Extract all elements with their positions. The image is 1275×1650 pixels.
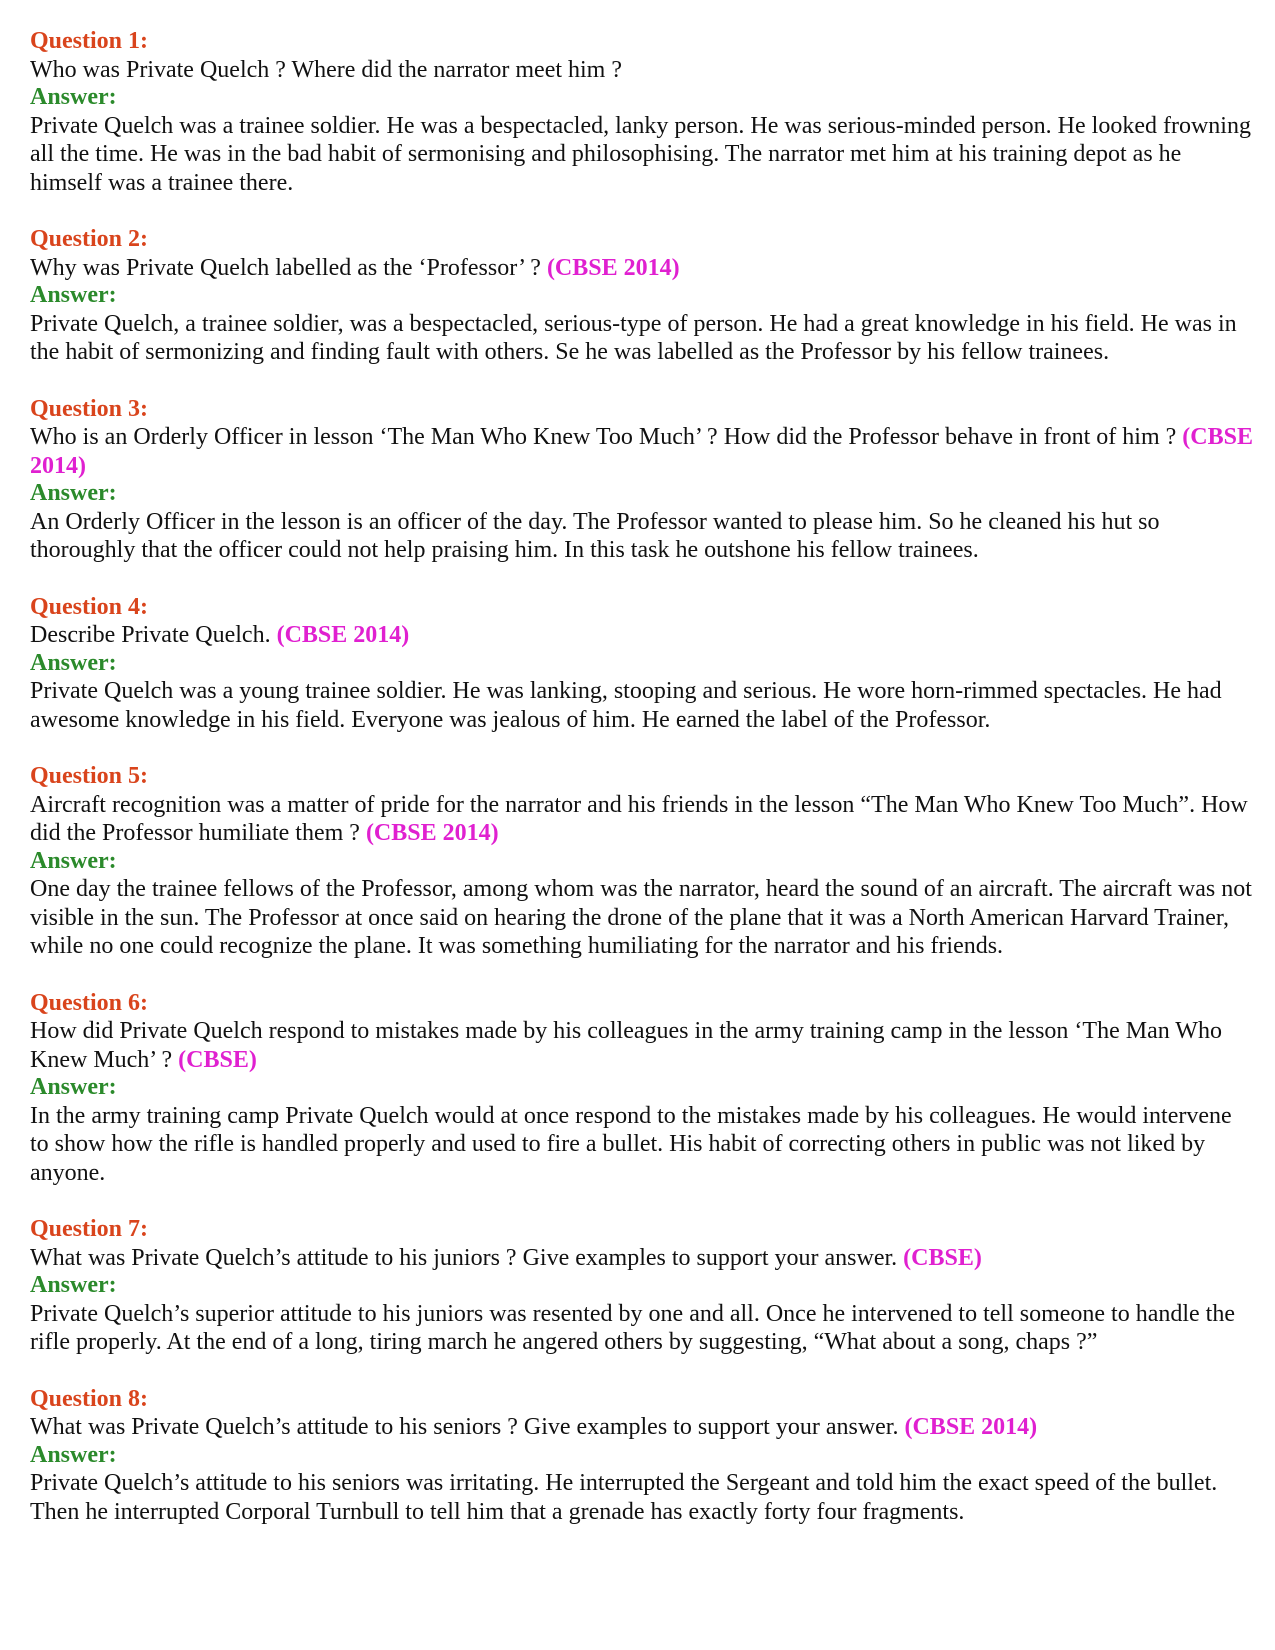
question-text <box>30 423 1255 480</box>
answer-label: Answer: <box>30 649 117 676</box>
question-text <box>30 1244 1255 1273</box>
question-label: Question 5: <box>30 763 149 789</box>
question-body: What was Private Quelch’s attitude to his juniors ? Give examples to support your answer. <box>30 1244 898 1271</box>
answer-label: Answer: <box>30 84 117 110</box>
question-text <box>30 791 1255 848</box>
answer-label: Answer: <box>30 480 117 506</box>
question-text <box>30 56 1255 85</box>
answer-text: In the army training camp Private Quelch would at once respond to the mistakes made by his colleagues. He would intervene to show how the rifle is handled properly and used to fire a bullet. His habit of correcting others in public was not liked by anyone. <box>30 1102 1232 1186</box>
answer-label: Answer: <box>30 1074 117 1100</box>
question-block-4 <box>30 594 1255 735</box>
question-block-5 <box>30 763 1255 961</box>
question-label: Question 7: <box>30 1216 149 1242</box>
question-body: Who is an Orderly Officer in lesson ‘The Man Who Knew Too Much’ ? How did the Professor behave in front of him ? <box>30 424 1177 450</box>
source-tag: (CBSE) <box>903 1244 982 1271</box>
source-tag: (CBSE 2014) <box>30 424 1253 479</box>
question-block-7 <box>30 1216 1255 1357</box>
answer-text: Private Quelch’s superior attitude to his juniors was resented by one and all. Once he intervened to tell someone to handle the rifle properly. At the end of a long, tiring march he angered others by suggesting, “What about a song, chaps ?” <box>30 1300 1236 1355</box>
question-label: Question 6: <box>30 989 149 1016</box>
answer-label: Answer: <box>30 1272 117 1298</box>
answer-text: Private Quelch was a trainee soldier. He was a bespectacled, lanky person. He was serious-minded person. He looked frowning all the time. He was in the bad habit of sermonising and philosophising. The narrator met him at his training depot as he himself was a trainee there. <box>30 112 1251 196</box>
question-text <box>30 1017 1255 1074</box>
question-block-1 <box>30 28 1255 197</box>
answer-text: Private Quelch was a young trainee soldier. He was lanking, stooping and serious. He wore horn-rimmed spectacles. He had awesome knowledge in his field. Everyone was jealous of him. He earned the label of the Professor. <box>30 678 1222 733</box>
question-body: How did Private Quelch respond to mistakes made by his colleagues in the army training camp in the lesson ‘The Man Who Knew Much’ ? <box>30 1018 1222 1073</box>
question-body: What was Private Quelch’s attitude to his seniors ? Give examples to support your answer. <box>30 1414 899 1440</box>
answer-label: Answer: <box>30 847 117 874</box>
answer-text: Private Quelch’s attitude to his seniors was irritating. He interrupted the Sergeant and told him the exact speed of the bullet. Then he interrupted Corporal Turnbull to tell him that a grenade has exactly forty four fragments. <box>30 1470 1218 1525</box>
question-label: Question 8: <box>30 1385 149 1412</box>
question-body: Who was Private Quelch ? Where did the narrator meet him ? <box>30 56 622 83</box>
question-block-3 <box>30 396 1255 565</box>
source-tag: (CBSE 2014) <box>276 622 410 648</box>
question-block-2 <box>30 226 1255 367</box>
answer-label: Answer: <box>30 1441 117 1468</box>
source-tag: (CBSE 2014) <box>546 254 680 281</box>
question-label: Question 2: <box>30 226 149 252</box>
source-tag: (CBSE 2014) <box>365 820 499 846</box>
question-body: Why was Private Quelch labelled as the ‘Professor’ ? <box>30 254 541 281</box>
answer-text: An Orderly Officer in the lesson is an officer of the day. The Professor wanted to please him. So he cleaned his hut so thoroughly that the officer could not help praising him. In this task he outshone his fellow trainees. <box>30 508 1160 563</box>
question-label: Question 1: <box>30 28 149 54</box>
answer-text: Private Quelch, a trainee soldier, was a bespectacled, serious-type of person. He had a great knowledge in his field. He was in the habit of sermonizing and finding fault with others. Se he was labelled as the Professor by his fellow trainees. <box>30 310 1237 365</box>
question-block-6 <box>30 990 1255 1188</box>
question-text <box>30 621 1255 650</box>
answer-text: One day the trainee fellows of the Professor, among whom was the narrator, heard the sound of an aircraft. The aircraft was not visible in the sun. The Professor at once said on hearing the drone of the plane that it was a North American Harvard Trainer, while no one could recognize the plane. It was something humiliating for the narrator and his friends. <box>30 876 1252 959</box>
question-text <box>30 1413 1255 1442</box>
question-label: Question 3: <box>30 395 149 422</box>
source-tag: (CBSE) <box>178 1046 257 1073</box>
answer-label: Answer: <box>30 282 117 308</box>
qa-document <box>30 28 1255 1555</box>
question-body: Aircraft recognition was a matter of pride for the narrator and his friends in the lesson “The Man Who Knew Too Much”. How did the Professor humiliate them ? <box>30 791 1248 846</box>
source-tag: (CBSE 2014) <box>904 1414 1038 1440</box>
question-label: Question 4: <box>30 593 149 620</box>
question-body: Describe Private Quelch. <box>30 622 271 648</box>
question-text <box>30 254 1255 283</box>
question-block-8 <box>30 1386 1255 1527</box>
